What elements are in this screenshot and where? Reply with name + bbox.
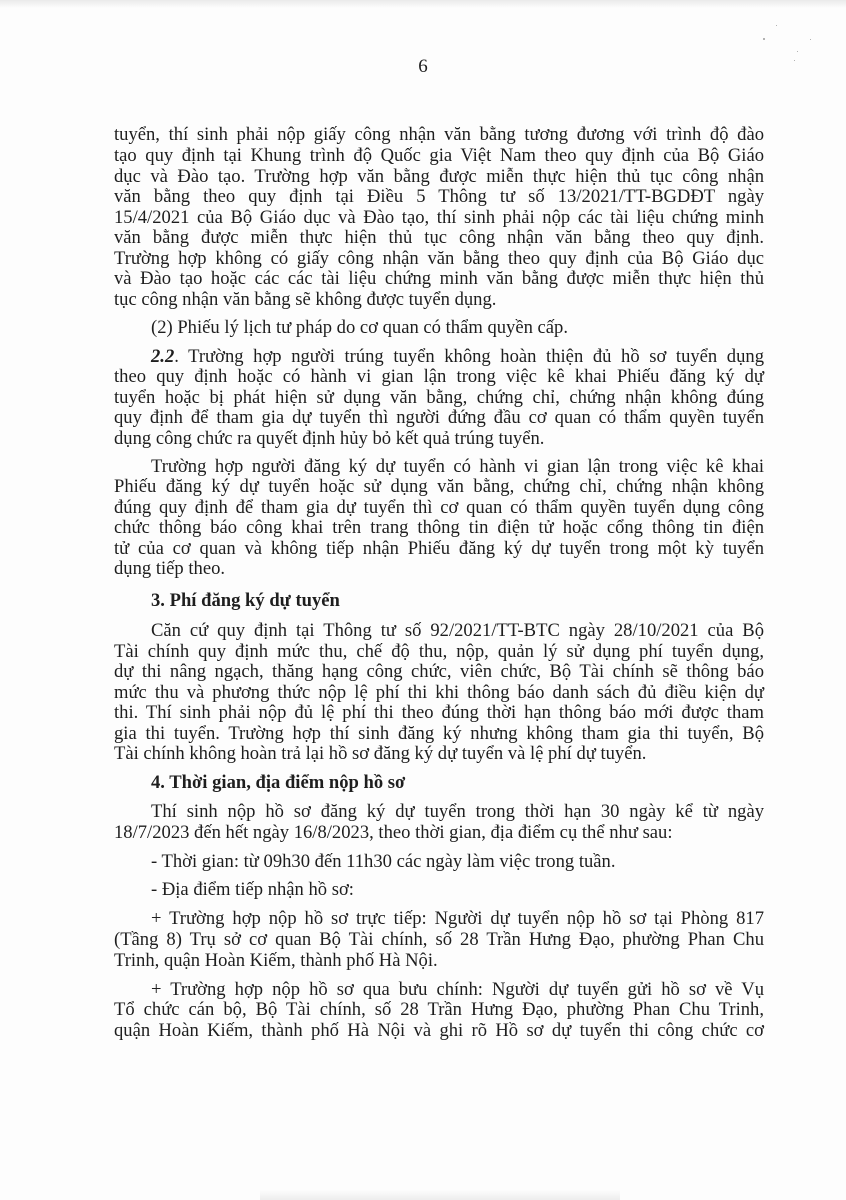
text-line: dục và Đào tạo. Trường hợp văn bằng được miễn thực hiện thủ tục công nhận: [114, 166, 764, 187]
text-line: tuyển hoặc bị phát hiện sử dụng văn bằng, chứng chỉ, chứng nhận không đúng: [114, 387, 764, 408]
text-line: văn bằng được miễn thực hiện thủ tục công nhận văn bằng theo quy định.: [114, 227, 764, 248]
text-line: - Thời gian: từ 09h30 đến 11h30 các ngày làm việc trong tuần.: [151, 851, 616, 872]
text-line: Tổ chức cán bộ, Bộ Tài chính, số 28 Trần Hưng Đạo, phường Phan Chu Trinh,: [114, 999, 764, 1020]
text-line: + Trường hợp nộp hồ sơ qua bưu chính: Người dự tuyển gửi hồ sơ về Vụ: [151, 979, 764, 1000]
text-line: tạo quy định tại Khung trình độ Quốc gia Việt Nam theo quy định của Bộ Giáo: [114, 145, 764, 166]
text-line: (2) Phiếu lý lịch tư pháp do cơ quan có thẩm quyền cấp.: [151, 317, 568, 338]
text-line: Tài chính quy định mức thu, chế độ thu, nộp, quản lý sử dụng phí tuyển dụng,: [114, 641, 764, 662]
text-line: + Trường hợp nộp hồ sơ trực tiếp: Người dự tuyển nộp hồ sơ tại Phòng 817: [151, 908, 764, 929]
text-line: tục công nhận văn bằng sẽ không được tuyển dụng.: [114, 289, 497, 310]
text-line: (Tầng 8) Trụ sở cơ quan Bộ Tài chính, số 28 Trần Hưng Đạo, phường Phan Chu: [114, 929, 764, 950]
scan-speck: [763, 38, 765, 40]
text-line: Căn cứ quy định tại Thông tư số 92/2021/TT-BTC ngày 28/10/2021 của Bộ: [151, 620, 764, 641]
text-line: 18/7/2023 đến hết ngày 16/8/2023, theo thời gian, địa điểm cụ thể như sau:: [114, 822, 673, 843]
scan-speck: [810, 39, 811, 40]
text-line: dụng tiếp theo.: [114, 558, 226, 579]
text-line: theo quy định hoặc có hành vi gian lận trong việc kê khai Phiếu đăng ký dự: [114, 366, 764, 387]
text-line: tử của cơ quan và không tiếp nhận Phiếu đăng ký dự tuyển trong một kỳ tuyển: [114, 538, 764, 559]
text-line: Tài chính không hoàn trả lại hồ sơ đăng ký dự tuyển và lệ phí dự tuyển.: [114, 743, 647, 764]
text-line: và Đào tạo hoặc các các tài liệu chứng minh văn bằng được miễn thực hiện thủ: [114, 268, 764, 289]
text-line: tuyển, thí sinh phải nộp giấy công nhận văn bằng tương đương với trình độ đào: [114, 124, 764, 145]
scan-speck: [797, 51, 798, 52]
section-heading: 3. Phí đăng ký dự tuyển: [151, 590, 340, 611]
text-line: quy định để tham gia dự tuyển thì người đứng đầu cơ quan có thẩm quyền tuyển: [114, 407, 764, 428]
text-line: chức thông báo công khai trên trang thông tin điện tử hoặc cổng thông tin điện: [114, 517, 764, 538]
text-line: Thí sinh nộp hồ sơ đăng ký dự tuyển trong thời hạn 30 ngày kể từ ngày: [151, 801, 764, 822]
section-number: 2.2: [151, 346, 175, 367]
page-number: 6: [418, 56, 428, 77]
text-line: [151, 346, 764, 368]
section-heading: 4. Thời gian, địa điểm nộp hồ sơ: [151, 772, 406, 793]
text-line: Phiếu đăng ký dự tuyển hoặc sử dụng văn bằng, chứng chỉ, chứng nhận không: [114, 476, 764, 497]
text-line: thi. Thí sinh phải nộp đủ lệ phí thi theo đúng thời hạn thông báo mới được tham: [114, 702, 764, 723]
text-line: đúng quy định để tham gia dự tuyển thì cơ quan có thẩm quyền tuyển dụng công: [114, 497, 764, 518]
text-line: 15/4/2021 của Bộ Giáo dục và Đào tạo, thí sinh phải nộp các tài liệu chứng minh: [114, 207, 764, 228]
text-line: Trường hợp người đăng ký dự tuyển có hành vi gian lận trong việc kê khai: [151, 456, 764, 477]
scan-edge-top: [0, 0, 846, 8]
text-line: gia thi tuyển. Trường hợp thí sinh đăng ký nhưng không tham gia thi tuyển, Bộ: [114, 723, 764, 744]
text-line: Trường hợp không có giấy công nhận văn bằng theo quy định của Bộ Giáo dục: [114, 248, 764, 269]
text-line: mức thu và phương thức nộp lệ phí thi khi thông báo danh sách đủ điều kiện dự: [114, 682, 764, 703]
scan-edge-bottom: [260, 1190, 620, 1200]
scan-speck: [776, 25, 777, 26]
text-line: dụng công chức ra quyết định hủy bỏ kết quả trúng tuyển.: [114, 428, 545, 449]
text-line: Trinh, quận Hoàn Kiếm, thành phố Hà Nội.: [114, 950, 438, 971]
text-line: - Địa điểm tiếp nhận hồ sơ:: [151, 879, 354, 900]
text-span: . Trường hợp người trúng tuyển không hoàn thiện đủ hồ sơ tuyển dụng: [174, 346, 764, 367]
text-line: dự thi nâng ngạch, thăng hạng công chức, viên chức, Bộ Tài chính sẽ thông báo: [114, 661, 764, 682]
text-line: quận Hoàn Kiếm, thành phố Hà Nội và ghi rõ Hồ sơ dự tuyển thi công chức cơ: [114, 1020, 764, 1041]
text-line: văn bằng theo quy định tại Điều 5 Thông tư số 13/2021/TT-BGDĐT ngày: [114, 186, 764, 207]
